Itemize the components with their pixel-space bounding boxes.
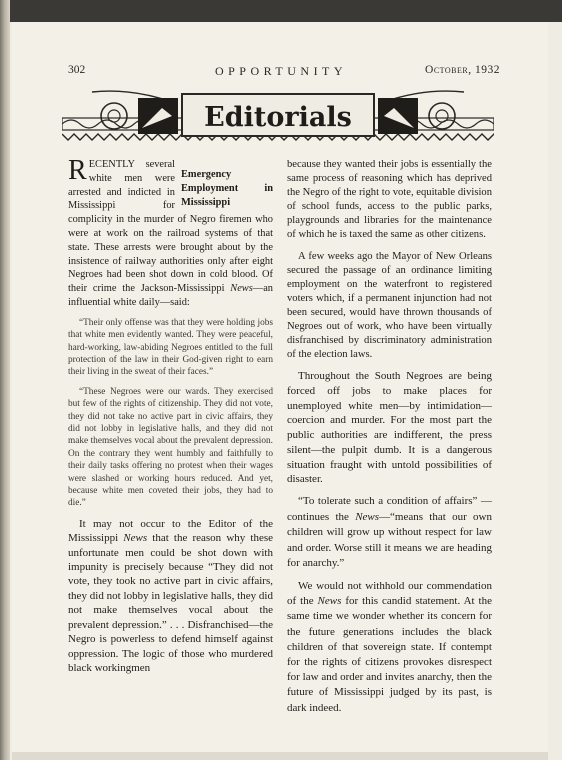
paragraph-text: “To tolerate such a condition of affairs” —continues the — [287, 494, 492, 523]
paragraph-text: that the reason why these unfortunate men could be shot down with impunity is precisely because “They did not vote, they took no active part in civic affairs, they did not lobby in legislative halls, they did not make themselves vocal about the prevalent depression.” . . . Disfranchised—the Negro is powerless to defend himself against oppression. The logic of those who murdered black workingmen — [68, 532, 274, 674]
sidebar-heading: Emergency Employment in Mississippi — [181, 169, 273, 208]
column-right — [287, 158, 492, 723]
news-italic: News — [355, 510, 380, 523]
drop-cap: R — [68, 155, 87, 186]
paragraph-new-orleans: A few weeks ago the Mayor of New Orleans secured the passage of an ordinance limiting employment on the waterfront to registered voters which, if a permanent injunction had not been secured, would have thrown thousands of Negroes out of work, who have been virtually disfranchised by discriminatory administration of the election laws. — [287, 250, 492, 361]
paragraph-text: We would not withhold our commendation of the — [287, 579, 492, 608]
book-spine — [0, 0, 10, 760]
paragraph-text: for this candid statement. At the same time we wonder whether its concern for the future generations includes the black children of that sovereign state. If contempt for the rights of citizens provokes disrespect for law and order and invites anarchy, then the future of Mississippi judged by its past, is dark indeed. — [287, 595, 492, 714]
banner-title: Editorials — [204, 102, 352, 133]
magazine-title: OPPORTUNITY — [214, 64, 348, 78]
paragraph-continued: because they wanted their jobs is essentially the same process of reasoning which has deprived the Negro of the right to vote, equitable division of school funds, access to the public parks, playgrounds and libraries for the maintenance of which he is taxed the same as other citizens. — [287, 159, 492, 241]
paragraph-text: ECENTLY several white men were arrested and indicted in Mississippi for complicity in the murder of Negro firemen who were at work on the railroad systems of that state. These arrests were brought about by the insistence of railway authorities only after eight Negroes had been shot down in cold blood. Of their crime the Jackson-Mississippi — [68, 159, 273, 295]
quote-paragraph-2: “These Negroes were our wards. They exercised but few of the rights of citizenship. They did not vote, they did not take no active part in civic affairs, they did not lobby in legislative halls, and they did not make themselves vocal about the prevalent depression. On the contrary they went humbly and faithfully to their daily tasks offering no protest when their wages were slashed or working hours reduced. And yet, because white men coveted their jobs, they had to die.” — [68, 386, 273, 509]
paragraph-text: —an influential white daily—said: — [68, 283, 273, 308]
paragraph-text: It may not occur to the Editor of the Mississippi — [68, 517, 273, 545]
news-italic: News — [123, 532, 148, 545]
page-number: 302 — [68, 64, 86, 76]
editorials-banner — [62, 88, 494, 144]
paragraph-tolerate — [287, 494, 492, 572]
paragraph-2 — [68, 517, 273, 675]
page-bottom-edge — [12, 752, 548, 760]
column-left — [68, 155, 274, 682]
paragraph-south: Throughout the South Negroes are being forced off jobs to make places for unemployed white men—by intimidation—coercion and murder. For the most part the public authorities are indifferent, the press silent—the pulpit dumb. It is a dangerous situation fraught with untold possibilities of disaster. — [287, 370, 492, 486]
paragraph-text: —“means that our own children will grow up without respect for law and order. Worse still it means we are heading for anarchy.” — [287, 510, 492, 570]
news-italic: News — [317, 595, 342, 608]
issue-date: October, 1932 — [425, 64, 500, 76]
paragraph-commendation — [287, 579, 492, 716]
news-italic: News — [230, 283, 253, 295]
quote-paragraph-1: “Their only offense was that they were holding jobs that white men evidently wanted. They were peaceful, hard-working, law-abiding Negroes entitled to the full protection of the law in their God-given right to earn their living in the sweat of their faces.” — [68, 317, 273, 378]
